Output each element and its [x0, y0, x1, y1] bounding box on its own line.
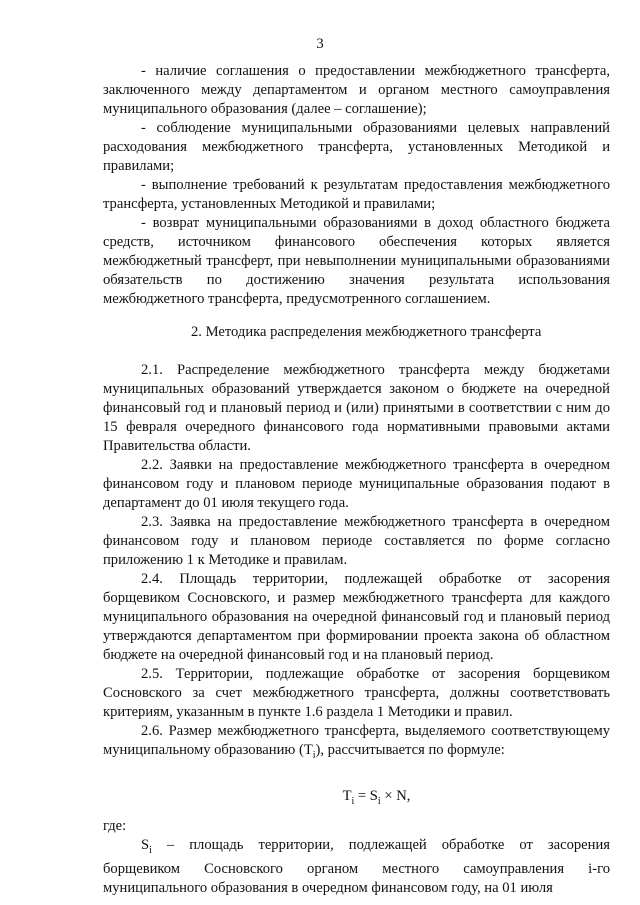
formula-s-subscript: i [377, 795, 381, 807]
paragraph-condition-agreement: - наличие соглашения о предоставлении межбюджетного трансферта, заключенного между департаментом и органом местного самоуправления муниципального образования (далее – соглашение); [103, 63, 610, 117]
paragraph-2-6 [103, 722, 610, 765]
paragraph-2-4: 2.4. Площадь территории, подлежащей обработке от засорения борщевиком Сосновского, и размер межбюджетного трансферта для каждого муниципального образования на очередной финансовый год и плановый период утверждаются департаментом при формировании проекта закона об областном бюджете на очередной финансовый год и на плановый период. [103, 571, 610, 663]
paragraph-2-2: 2.2. Заявки на предоставление межбюджетного трансферта в очередном финансовом году и плановом периоде муниципальные образования подают в департамент до 01 июля текущего года. [103, 457, 610, 511]
paragraph-condition-targets: - соблюдение муниципальными образованиями целевых направлений расходования межбюджетного трансферта, установленных Методикой и правилами; [103, 120, 610, 174]
paragraph-2-6-suffix: ), рассчитывается по формуле: [315, 742, 505, 758]
formula-equals-s: = S [354, 787, 378, 804]
paragraph-2-3: 2.3. Заявка на предоставление межбюджетного трансферта в очередном финансовом году и плановом периоде составляется по форме согласно приложению 1 к Методике и правилам. [103, 514, 610, 568]
paragraph-condition-return: - возврат муниципальными образованиями в доход областного бюджета средств, источником финансового обеспечения которых является межбюджетный трансферт, при невыполнении муниципальными образованиями обязательств по достижению значения результата использования межбюджетного трансферта, предусмотренного соглашением. [103, 215, 610, 307]
paragraph-2-6-prefix: 2.6. Размер межбюджетного трансферта, выделяемого соответствующему муниципальному образованию (T [103, 723, 610, 758]
paragraph-2-5: 2.5. Территории, подлежащие обработке от засорения борщевиком Сосновского за счет межбюджетного трансферта, должны соответствовать критериям, указанным в пункте 1.6 раздела 1 Методики и правил. [103, 666, 610, 720]
paragraph-si-definition [103, 836, 610, 898]
formula-t: T [342, 787, 352, 804]
formula-rest: × N, [380, 787, 411, 804]
formula-t-subscript: i [351, 795, 355, 807]
si-definition-text: – площадь территории, подлежащей обработке от засорения борщевиком Сосновского органом местного самоуправления i-го муниципального образования в очередном финансовом году, на 01 июля [103, 836, 610, 896]
where-label: где: [103, 817, 127, 834]
section-heading: 2. Методика распределения межбюджетного трансферта [191, 324, 542, 340]
si-subscript: i [149, 844, 152, 856]
document-body [103, 62, 610, 898]
formula [103, 787, 610, 811]
si-symbol: S [141, 836, 150, 853]
paragraph-condition-results: - выполнение требований к результатам предоставления межбюджетного трансферта, установленных Методикой и правилами; [103, 177, 610, 212]
page-number: 3 [316, 36, 324, 52]
paragraph-2-6-subscript: i [312, 749, 316, 761]
paragraph-2-1: 2.1. Распределение межбюджетного трансферта между бюджетами муниципальных образований утверждается законом о бюджете на очередной финансовый год и плановый период и (или) принятыми в соответствии с ним до 15 февраля очередного финансового года нормативными правовыми актами Правительства области. [103, 362, 610, 454]
